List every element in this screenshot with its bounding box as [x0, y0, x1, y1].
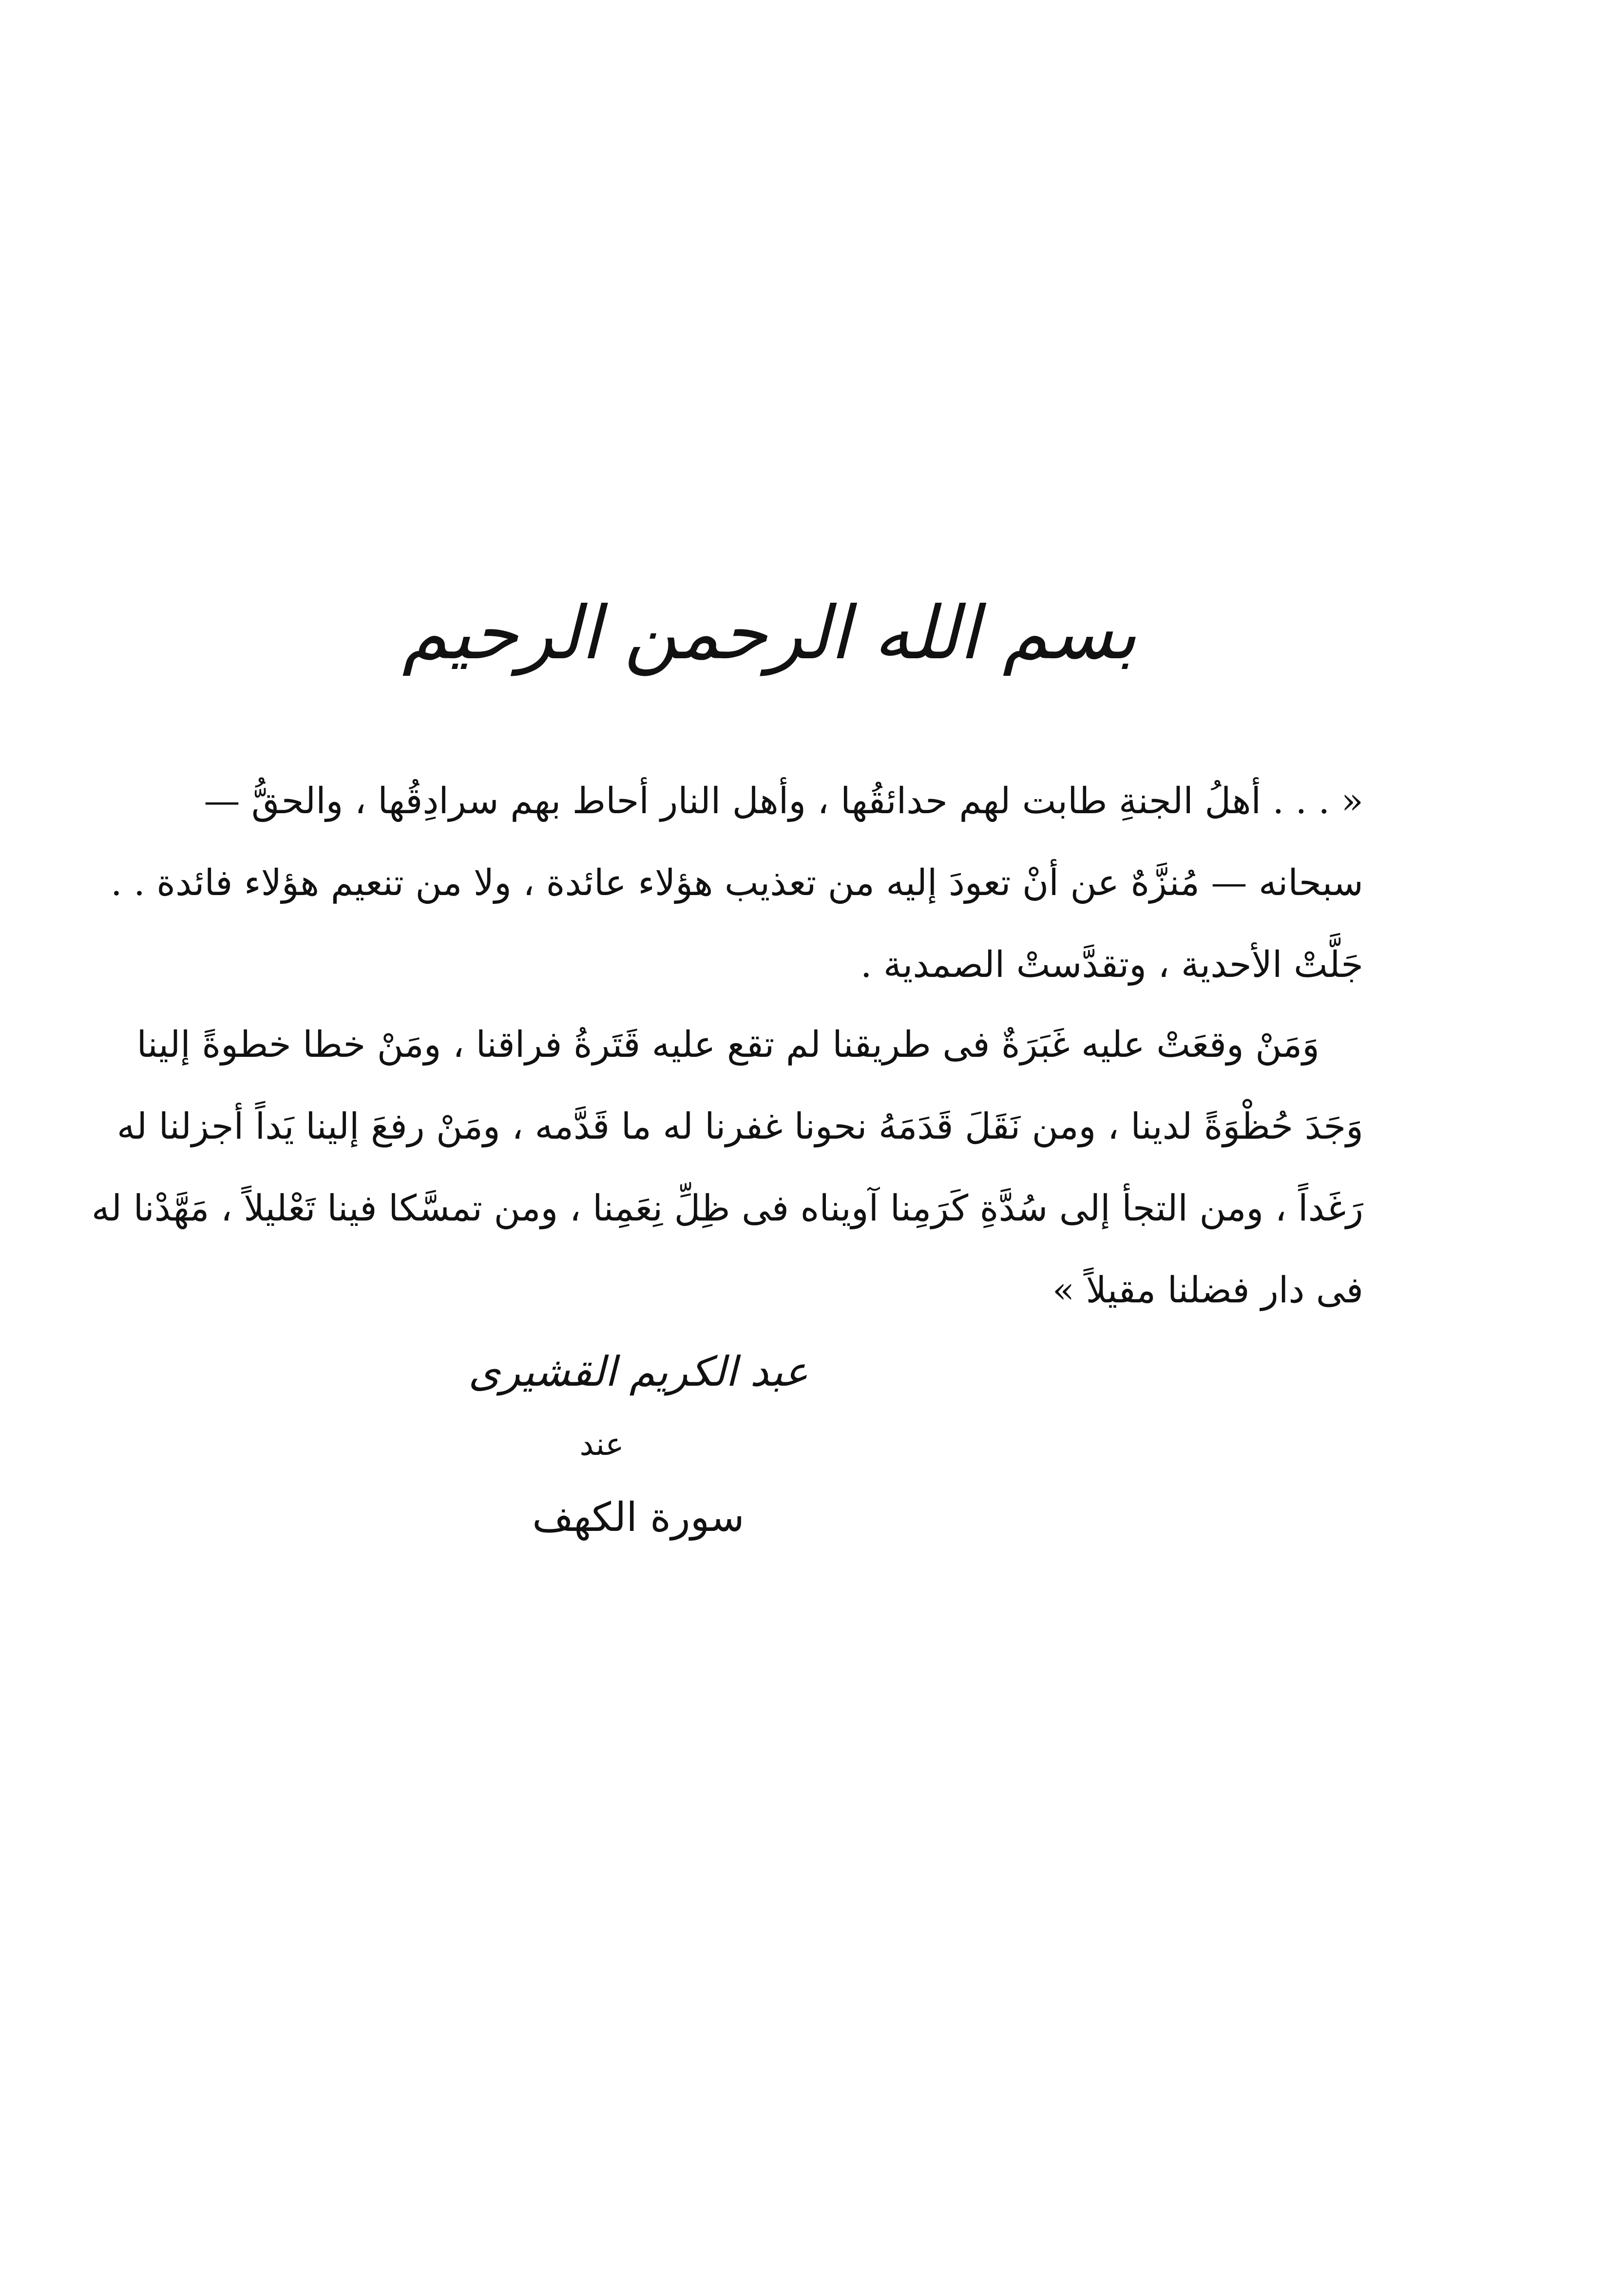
paragraph-line: « . . . أهلُ الجنةِ طابت لهم حدائقُها ، وأهل النار أحاط بهم سرادِقُها ، والحقُّ —: [204, 780, 1363, 822]
quote-paragraph-2: [91, 1004, 1363, 1331]
author-name: عبد الكريم القشيرى: [468, 1348, 808, 1395]
quote-paragraph-1: [111, 760, 1363, 1006]
attribution-preposition: عند: [579, 1427, 624, 1463]
paragraph-line: رَغَداً ، ومن التجأ إلى سُدَّةِ كَرَمِنا آويناه فى ظِلِّ نِعَمِنا ، ومن تمسَّكا فينا تَعْليلاً ، مَهَّدْنا له: [91, 1187, 1363, 1229]
paragraph-line: جَلَّتْ الأحدية ، وتقدَّستْ الصمدية .: [860, 944, 1363, 986]
paragraph-line: وَمَنْ وقعَتْ عليه غَبَرَةٌ فى طريقنا لم تقع عليه قَتَرةُ فراقنا ، ومَنْ خطا خطوةً إلينا: [136, 1024, 1319, 1066]
surah-name: سورة الكهف: [532, 1494, 745, 1541]
paragraph-line: سبحانه — مُنزَّهٌ عن أنْ تعودَ إليه من تعذيب هؤلاء عائدة ، ولا من تنعيم هؤلاء فائدة . .: [111, 862, 1363, 904]
paragraph-line: فى دار فضلنا مقيلاً »: [1052, 1269, 1363, 1311]
paragraph-line: وَجَدَ حُظْوَةً لدينا ، ومن نَقَلَ قَدَمَهُ نحونا غفرنا له ما قَدَّمه ، ومَنْ رفعَ إلينا يَداً أجزلنا له: [116, 1106, 1363, 1147]
attribution-block: [468, 1335, 809, 1554]
basmala-heading: بسم الله الرحمن الرحيم: [402, 591, 1137, 676]
